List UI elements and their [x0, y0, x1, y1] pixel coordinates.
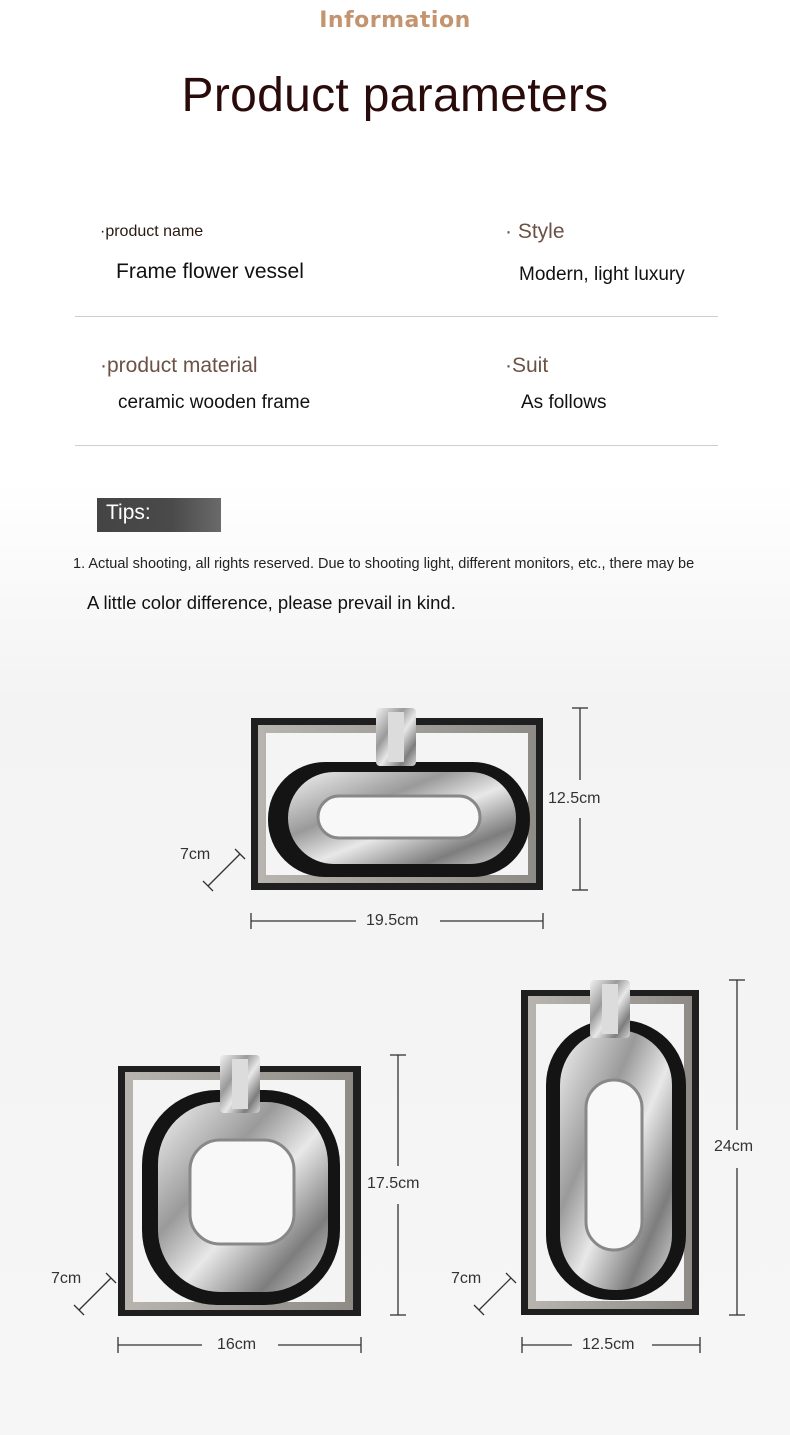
style-value: Modern, light luxury: [519, 264, 685, 285]
square-width-label: 16cm: [217, 1336, 257, 1353]
horizontal-width-label: 19.5cm: [366, 912, 419, 929]
horizontal-vessel-image: [251, 708, 543, 890]
suit-value: As follows: [521, 392, 607, 413]
style-label: · Style: [505, 220, 565, 243]
suit-label: ·Suit: [505, 354, 549, 377]
product-material-label: ·product material: [100, 354, 258, 377]
product-name-label: ·product name: [100, 223, 204, 240]
tips-badge: Tips:: [97, 498, 221, 532]
page-title: Product parameters: [181, 69, 609, 122]
tall-vessel-image: [521, 980, 699, 1315]
information-eyebrow: Information: [319, 8, 471, 33]
square-height-label: 17.5cm: [367, 1175, 420, 1192]
tips-note-line-2: A little color difference, please prevail in kind.: [87, 592, 456, 613]
product-material-value: ceramic wooden frame: [118, 392, 311, 413]
product-name-value: Frame flower vessel: [116, 260, 304, 283]
tall-depth-label: 7cm: [451, 1270, 482, 1287]
horizontal-height-label: 12.5cm: [548, 790, 601, 807]
square-vessel-image: [118, 1055, 361, 1316]
tall-height-label: 24cm: [714, 1138, 754, 1155]
tips-note-line-1: 1. Actual shooting, all rights reserved. Due to shooting light, different monitors, etc., there may be: [73, 556, 695, 572]
horizontal-depth-label: 7cm: [180, 846, 211, 863]
square-depth-label: 7cm: [51, 1270, 82, 1287]
tall-width-label: 12.5cm: [582, 1336, 635, 1353]
